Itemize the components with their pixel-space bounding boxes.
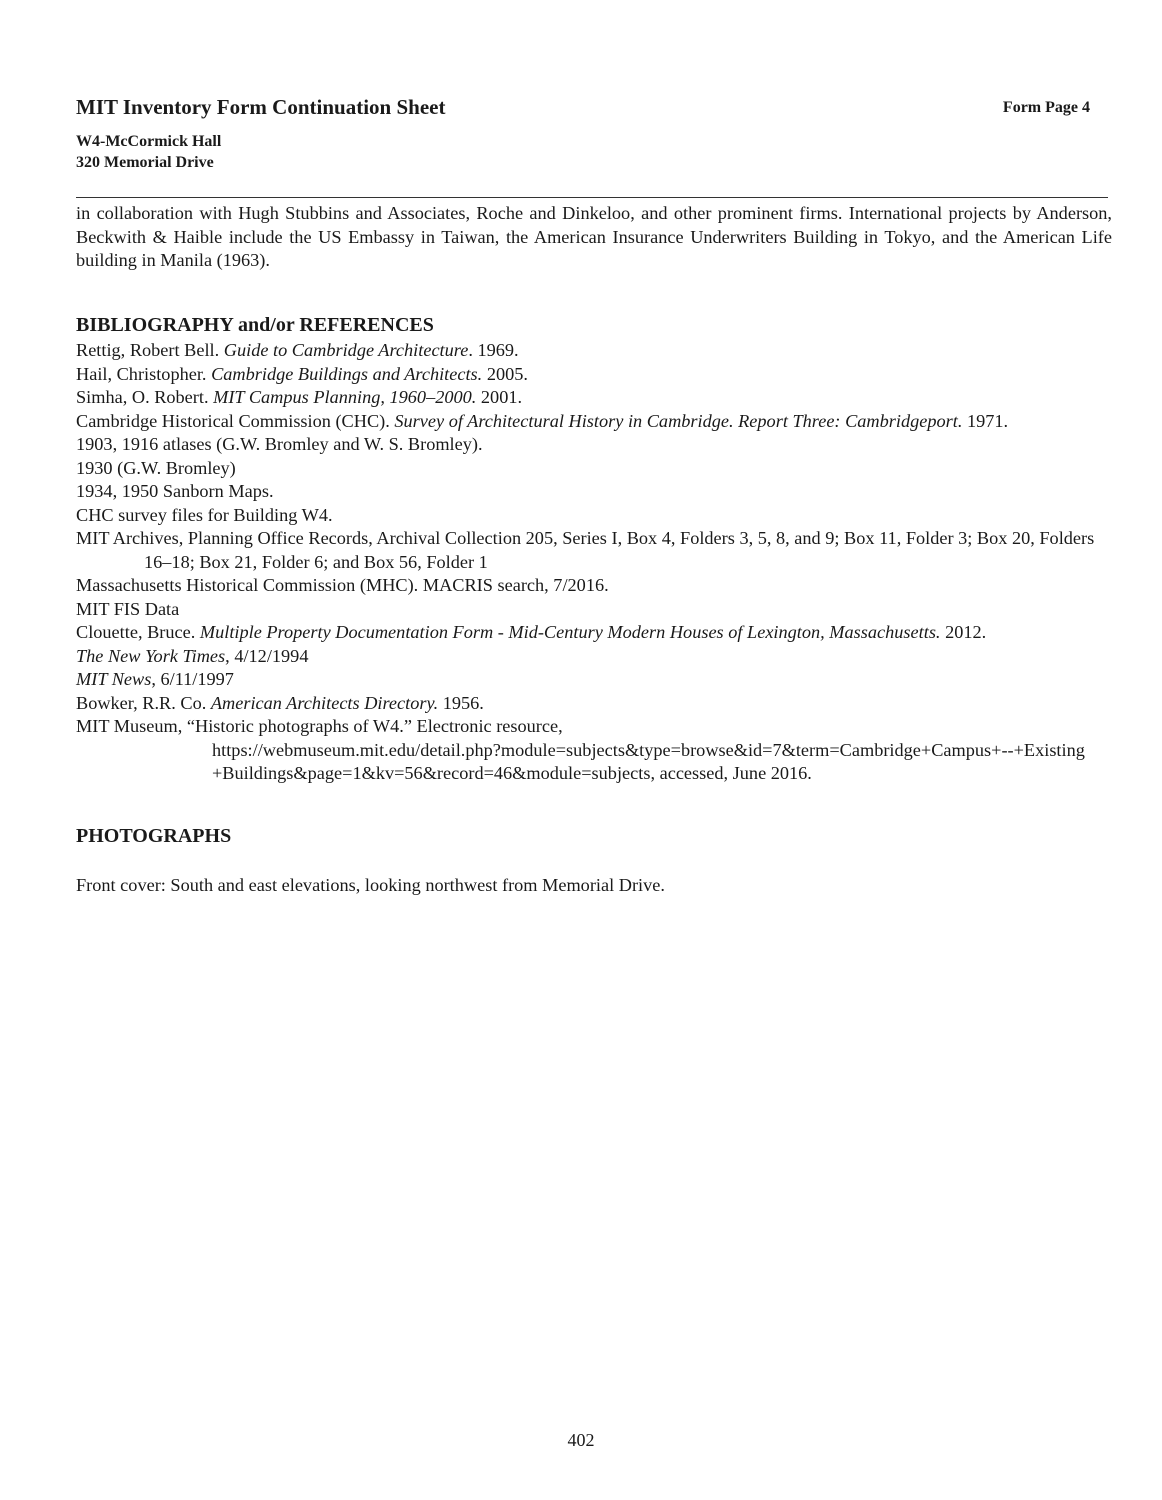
building-name: W4-McCormick Hall (76, 133, 222, 150)
bibliography-entry: 1934, 1950 Sanborn Maps. (76, 481, 274, 501)
bibliography-list (76, 339, 1116, 786)
page-number: 402 (567, 1430, 595, 1450)
museum-url: https://webmuseum.mit.edu/detail.php?module=subjects&type=browse&id=7&term=Cambridge+Campus+--+Existing+Buildings&page=1&kv=56&record=46&module=subjects, accessed, June 2016. (212, 739, 1085, 783)
bibliography-entry-museum: MIT Museum, “Historic photographs of W4.” Electronic resource, https://webmuseum.mit.edu/detail.php?module=subjects&type=browse&id=7&term=Cambridge+Campus+--+Existing+Buildings&page=1&kv=56&record=46&module=subjects, accessed, June 2016. (76, 715, 1116, 786)
building-address: 320 Memorial Drive (76, 154, 214, 171)
form-page-label: Form Page 4 (1002, 99, 1090, 116)
bibliography-entry: Clouette, Bruce. Multiple Property Documentation Form - Mid-Century Modern Houses of Lexington, Massachusetts. 2012. (76, 622, 987, 642)
header-divider (76, 197, 1108, 198)
bibliography-entry: Massachusetts Historical Commission (MHC). MACRIS search, 7/2016. (76, 575, 609, 595)
form-title: MIT Inventory Form Continuation Sheet (76, 95, 446, 119)
bibliography-entry: 1903, 1916 atlases (G.W. Bromley and W. S. Bromley). (76, 434, 483, 454)
bibliography-entry: MIT Archives, Planning Office Records, Archival Collection 205, Series I, Box 4, Folders 3, 5, 8, and 9; Box 11, Folder 3; Box 20, Folders 16–18; Box 21, Folder 6; and Box 56, Folder 1 (76, 528, 1095, 572)
bibliography-entry: CHC survey files for Building W4. (76, 504, 333, 525)
bibliography-entry: 1930 (G.W. Bromley) (76, 457, 236, 478)
bibliography-entry: The New York Times, 4/12/1994 (76, 645, 309, 666)
bibliography-entry: Cambridge Historical Commission (CHC). Survey of Architectural History in Cambridge. Report Three: Cambridgeport. 1971. (76, 410, 1009, 431)
bibliography-entry: MIT FIS Data (76, 598, 180, 619)
bibliography-entry: Hail, Christopher. Cambridge Buildings and Architects. 2005. (76, 363, 528, 384)
photograph-caption: Front cover: South and east elevations, looking northwest from Memorial Drive. (76, 875, 665, 895)
continuation-paragraph: in collaboration with Hugh Stubbins and Associates, Roche and Dinkeloo, and other prominent firms. International projects by Anderson, Beckwith & Haible include the US Embassy in Taiwan, the American Insurance Underwriters Building in Tokyo, and the American Life building in Manila (1963). (76, 203, 1112, 270)
bibliography-entry: MIT News, 6/11/1997 (76, 669, 234, 689)
bibliography-entry: Bowker, R.R. Co. American Architects Directory. 1956. (76, 692, 484, 713)
bibliography-heading: BIBLIOGRAPHY and/or REFERENCES (76, 314, 434, 336)
bibliography-entry: Rettig, Robert Bell. Guide to Cambridge Architecture. 1969. (76, 340, 519, 360)
photographs-heading: PHOTOGRAPHS (76, 825, 232, 847)
bibliography-entry: Simha, O. Robert. MIT Campus Planning, 1960–2000. 2001. (76, 387, 523, 407)
